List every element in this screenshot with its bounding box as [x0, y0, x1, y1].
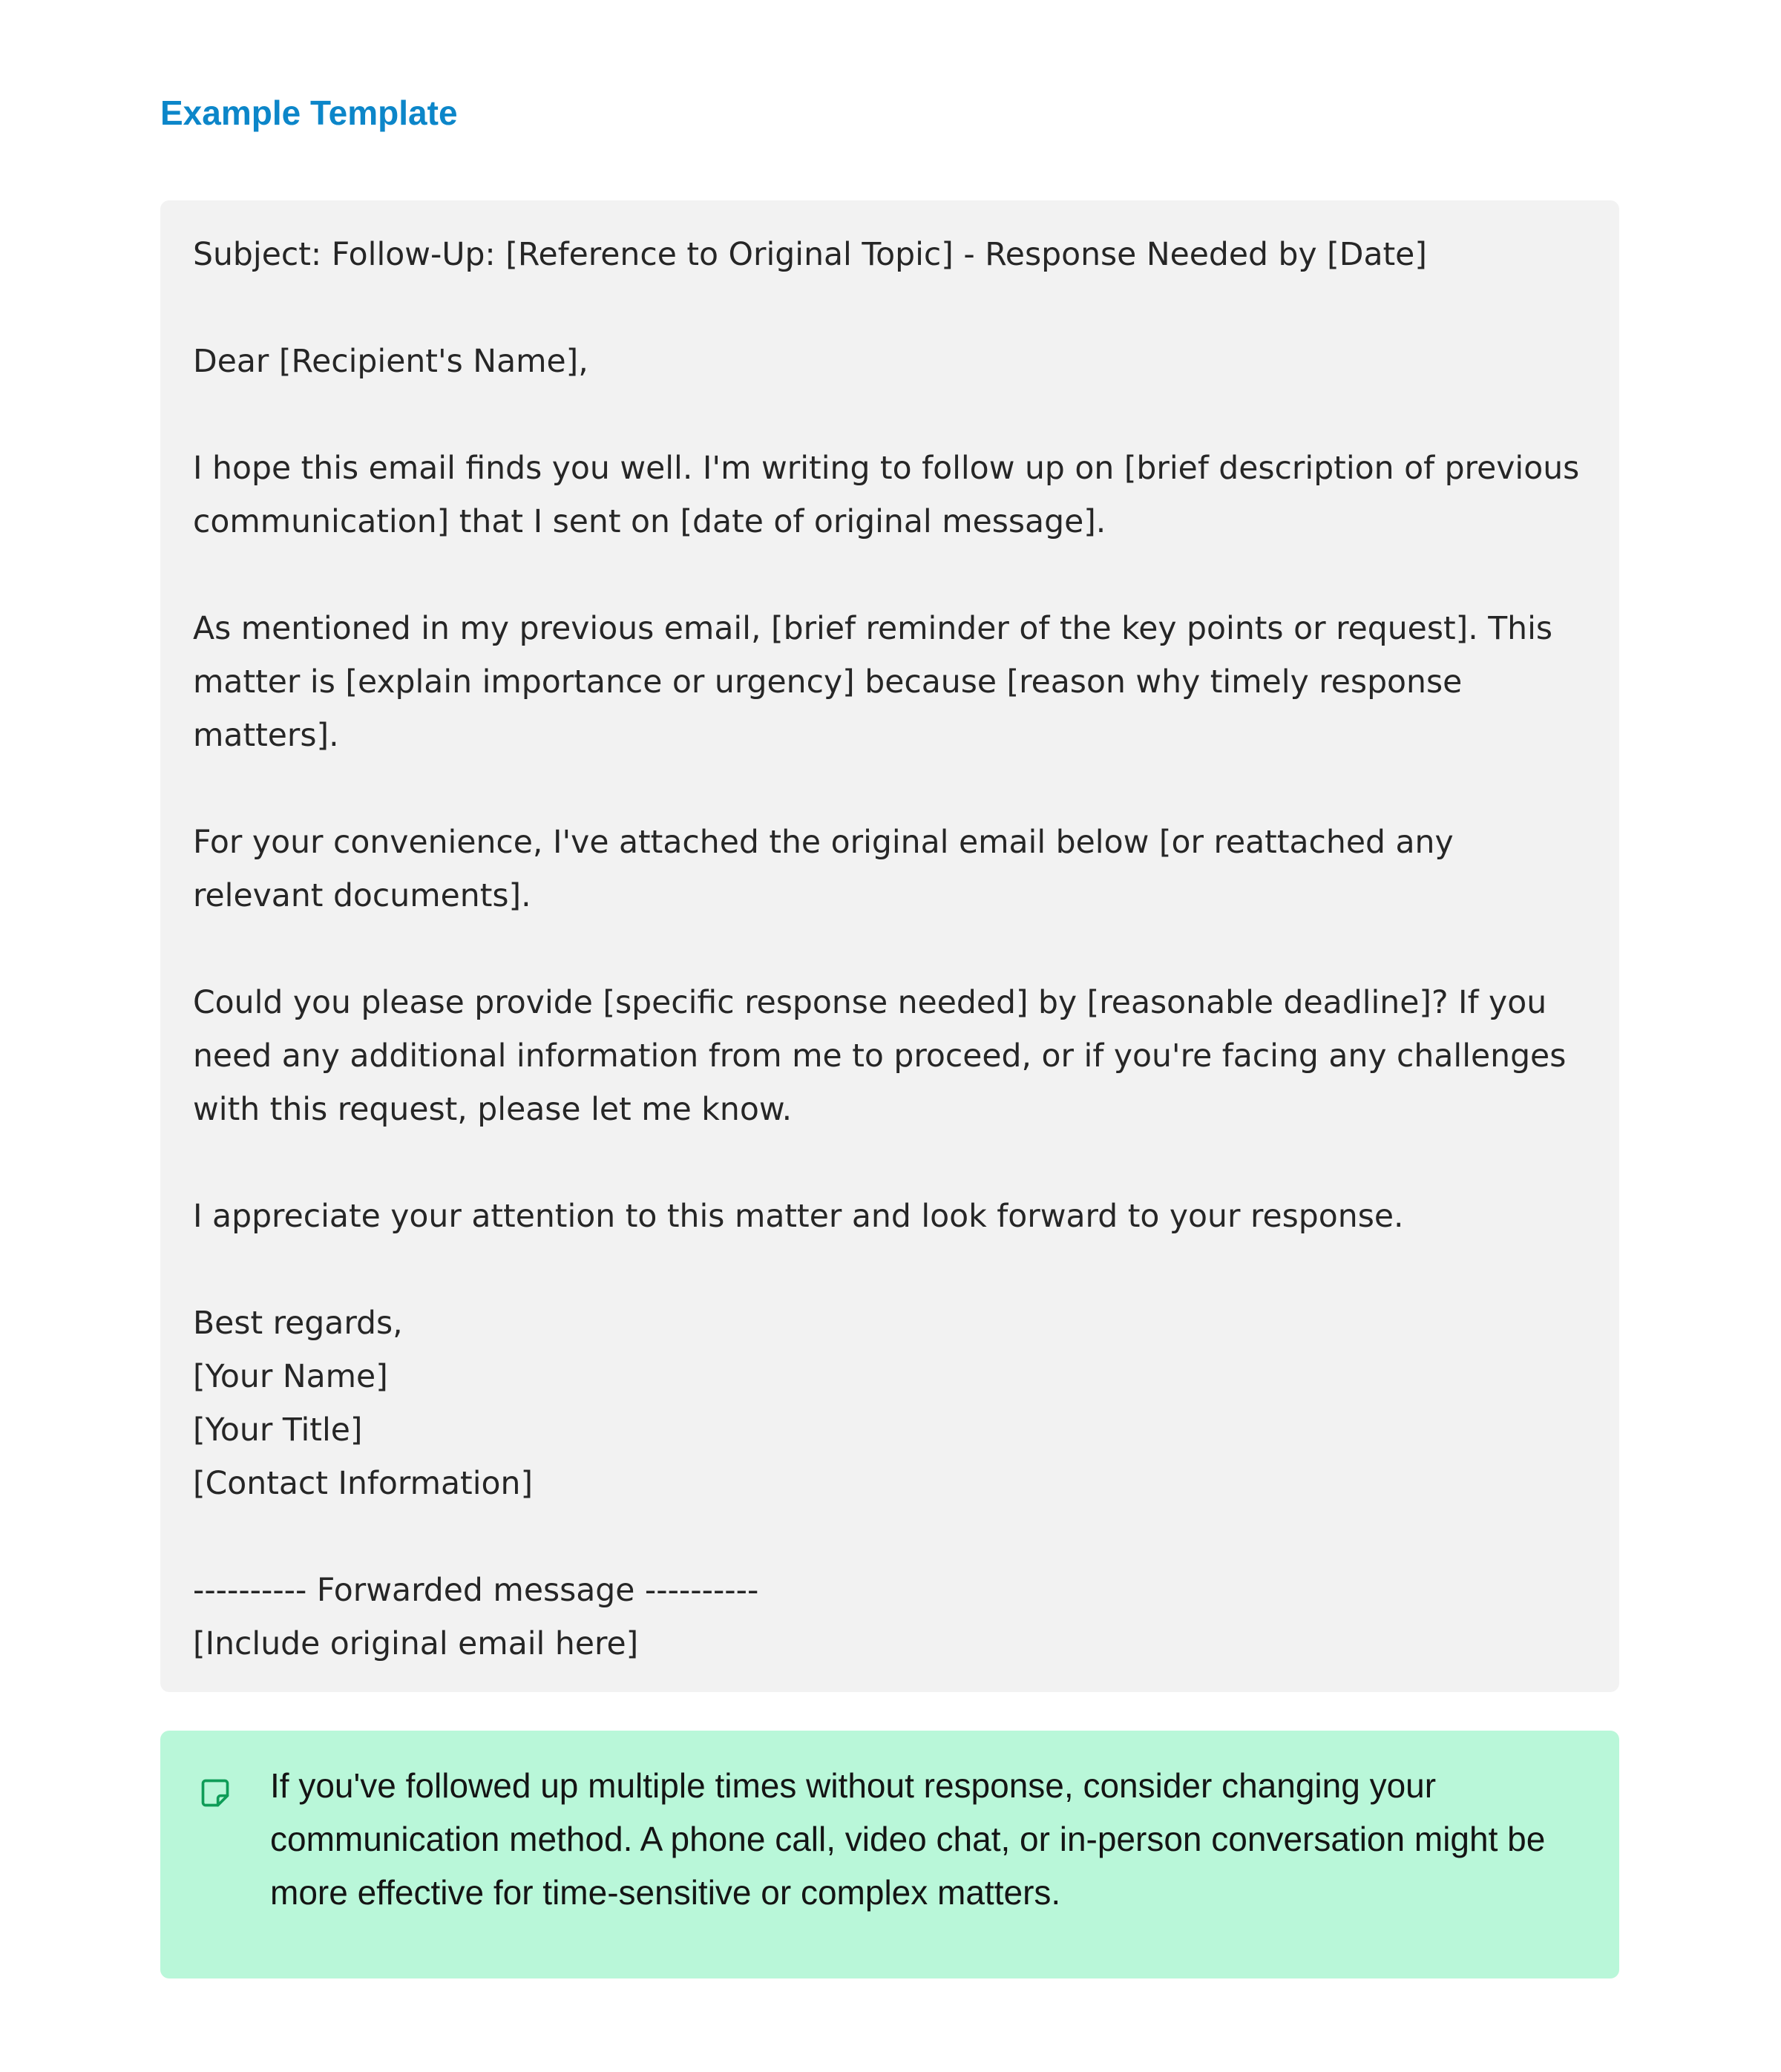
paragraph-spacer: [193, 1244, 1588, 1297]
paragraph-spacer: [193, 282, 1588, 335]
template-paragraph-attachment: For your convenience, I've attached the original email below [or reattached any relevant documents].: [193, 824, 1464, 914]
paragraph-spacer: [193, 549, 1588, 603]
template-paragraph-closing: I appreciate your attention to this matter and look forward to your response.: [193, 1199, 1404, 1235]
paragraph-spacer: [193, 389, 1588, 442]
template-paragraph-followup: I hope this email finds you well. I'm writing to follow up on [brief description of previous communication] that I sent on [date of original message].: [193, 450, 1590, 540]
template-paragraph-request: Could you please provide [specific response needed] by [reasonable deadline]? If you need any additional information from me to proceed, or if you're facing any challenges with this request, please let me know.: [193, 985, 1576, 1128]
tip-text: If you've followed up multiple times without response, consider changing your communication method. A phone call, video chat, or in-person conversation might be more effective for time-sensitive or complex matters.: [270, 1766, 1546, 1912]
template-paragraph-reminder: As mentioned in my previous email, [brief reminder of the key points or request]. This matter is [explain importance or urgency] because [reason why timely response matters].: [193, 611, 1563, 754]
paragraph-spacer: [193, 763, 1588, 816]
template-signature-title: [Your Title]: [193, 1412, 363, 1449]
note-icon: [199, 1777, 232, 1809]
email-template-box: [160, 200, 1619, 1692]
forwarded-message-marker: ---------- Forwarded message ----------: [193, 1573, 759, 1609]
template-signature-name: [Your Name]: [193, 1359, 388, 1395]
paragraph-spacer: [193, 1137, 1588, 1190]
template-signature-contact: [Contact Information]: [193, 1466, 534, 1502]
tip-callout: [160, 1731, 1619, 1978]
section-heading: Example Template: [160, 94, 458, 132]
template-signoff: Best regards,: [193, 1305, 403, 1342]
paragraph-spacer: [193, 923, 1588, 977]
paragraph-spacer: [193, 1511, 1588, 1564]
forwarded-message-placeholder: [Include original email here]: [193, 1626, 639, 1662]
template-greeting: Dear [Recipient's Name],: [193, 344, 588, 380]
template-subject-line: Subject: Follow-Up: [Reference to Original Topic] - Response Needed by [Date]: [193, 237, 1427, 273]
